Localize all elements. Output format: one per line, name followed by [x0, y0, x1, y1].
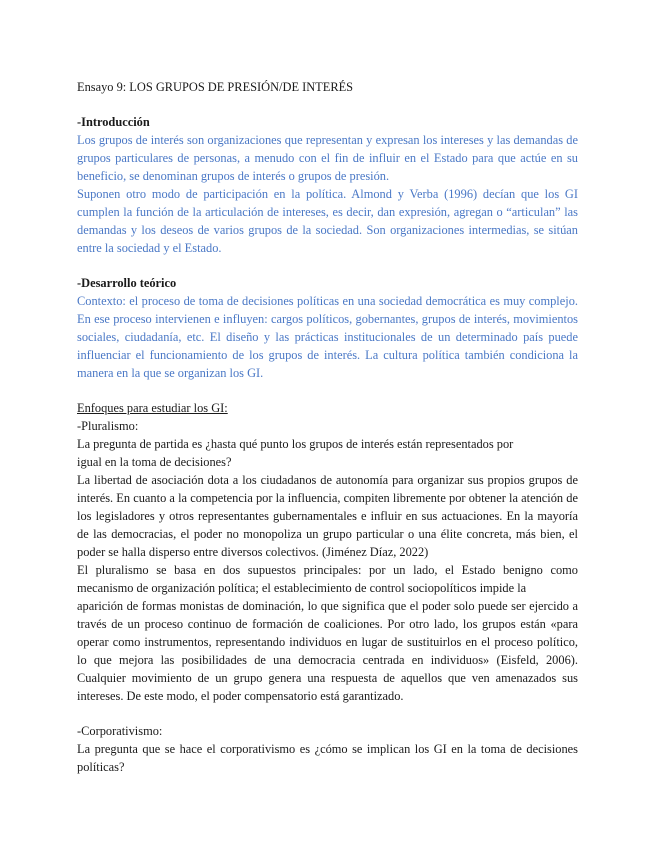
corporativismo-label: -Corporativismo:	[77, 724, 163, 738]
pluralismo-paragraph-2-rest: aparición de formas monistas de dominación, lo que significa que el poder solo puede ser ejercido a través de un proceso continuo de formación de coaliciones. Por otro lado, los grupos están «para operar como instrumentos, representando individuos en lugar de sustituirlos en el proceso político, lo que mejora las posibilidades de una democracia centrada en individuos» (Eisfeld, 2006). Cualquier movimiento de un grupo genera una respuesta de aquellos que ven amenazados sus intereses. De este modo, el poder compensatorio está garantizado.	[77, 599, 578, 703]
corporativismo-paragraph-1: La pregunta que se hace el corporativismo es ¿cómo se implican los GI en la toma de decisiones políticas?	[77, 742, 578, 774]
pluralismo-question-line-2: igual en la toma de decisiones?	[77, 455, 232, 469]
pluralismo-question-line-1: La pregunta de partida es ¿hasta qué punto los grupos de interés están representados por	[77, 437, 514, 451]
desarrollo-heading: -Desarrollo teórico	[77, 276, 177, 290]
document-page	[77, 78, 578, 776]
document-title: Ensayo 9: LOS GRUPOS DE PRESIÓN/DE INTERÉS	[77, 80, 354, 94]
intro-paragraph-1: Los grupos de interés son organizaciones que representan y expresan los intereses y las demandas de grupos particulares de personas, a menudo con el fin de influir en el Estado para que actúe en su beneficio, se denominan grupos de interés o grupos de presión.	[77, 133, 578, 183]
pluralismo-paragraph-2-line-1: El pluralismo se basa en dos supuestos principales: por un lado, el Estado benigno como	[77, 563, 578, 577]
pluralismo-paragraph-2-line-2: mecanismo de organización política; el establecimiento de control sociopolíticos impide la	[77, 581, 527, 595]
pluralismo-label: -Pluralismo:	[77, 419, 139, 433]
intro-heading: -Introducción	[77, 115, 150, 129]
enfoques-heading: Enfoques para estudiar los GI:	[77, 401, 228, 415]
intro-paragraph-2: Suponen otro modo de participación en la política. Almond y Verba (1996) decían que los GI cumplen la función de la articulación de intereses, es decir, dan expresión, agregan o “articulan” las demandas y los deseos de varios grupos de la sociedad. Son organizaciones intermedias, se sitúan entre la sociedad y el Estado.	[77, 187, 578, 255]
desarrollo-paragraph-1: Contexto: el proceso de toma de decisiones políticas en una sociedad democrática es muy complejo. En ese proceso intervienen e influyen: cargos políticos, gobernantes, grupos de interés, movimientos sociales, ciudadanía, etc. El diseño y las prácticas institucionales de un determinado país puede influenciar el funcionamiento de los grupos de interés. La cultura política también condiciona la manera en la que se organizan los GI.	[77, 294, 578, 380]
pluralismo-paragraph-1: La libertad de asociación dota a los ciudadanos de autonomía para organizar sus propios grupos de interés. En cuanto a la competencia por la influencia, compiten libremente por obtener la atención de los legisladores y otros representantes gubernamentales e influir en sus actuaciones. En la mayoría de las democracias, el poder no monopoliza un grupo particular o una élite concreta, más bien, el poder se halla disperso entre diversos colectivos. (Jiménez Díaz, 2022)	[77, 473, 578, 559]
